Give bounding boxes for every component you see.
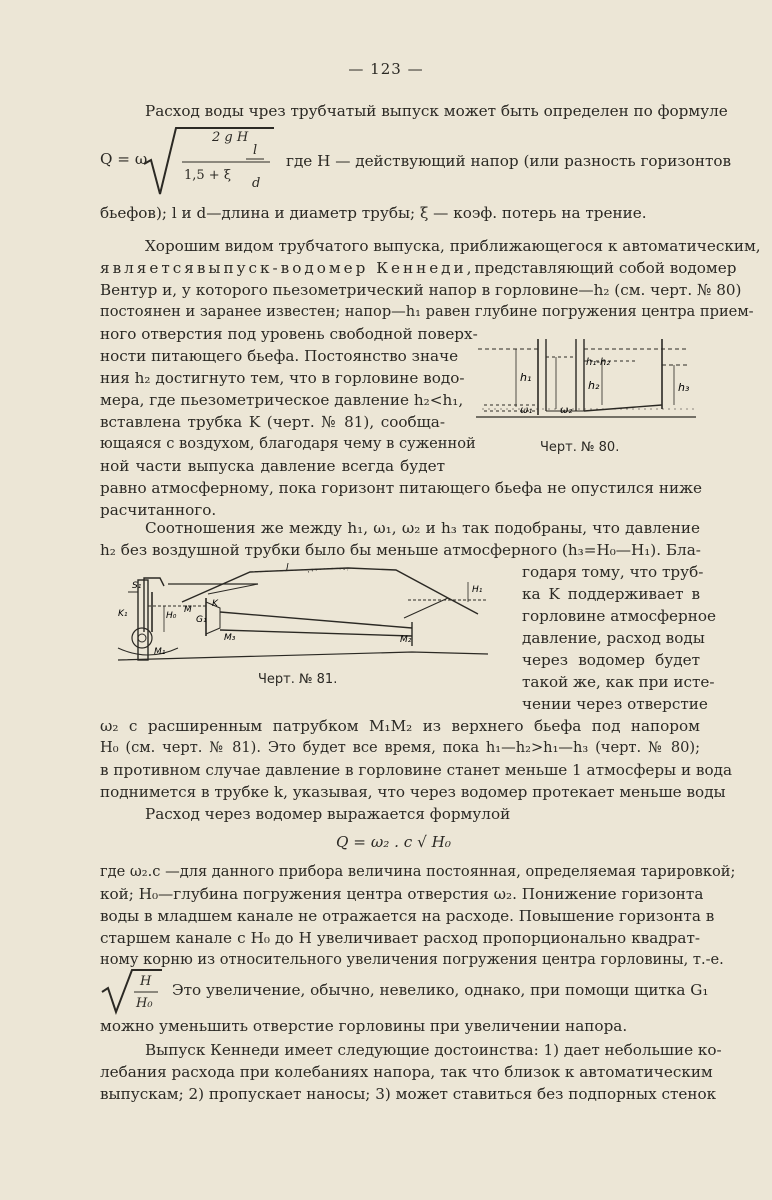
formula-explanation: где H — действующий напор (или разность горизонтов	[286, 152, 732, 170]
radical-sign	[100, 966, 164, 1016]
text-span: является	[100, 259, 197, 277]
fig80-h2-label: h₂	[588, 379, 600, 392]
paragraph-line: ной части выпуска давление всегда будет	[100, 457, 445, 475]
page-number: — 123 —	[348, 60, 424, 78]
paragraph-line: Выпуск Кеннеди имеет следующие достоинства: 1) дает небольшие ко-	[145, 1041, 722, 1059]
fig80-h1-label: h₁	[520, 371, 532, 384]
paragraph-line: через водомер будет	[522, 651, 700, 669]
figure-81-diagram	[108, 562, 488, 666]
paragraph-line: чении через отверстие	[522, 695, 708, 713]
formula-numerator: 2 g H	[212, 130, 249, 145]
paragraph-line: воды в младшем канале не отражается на расходе. Повышение горизонта в	[100, 907, 715, 925]
paragraph-line: ного отверстия под уровень свободной поверх-	[100, 325, 478, 343]
figure-80-diagram	[476, 325, 698, 435]
paragraph-line: Вентур и, у которого пьезометрический напор в горловине—h₂ (см. черт. № 80)	[100, 281, 742, 299]
flow-formula: Q = ω₂ . c √ H₀	[336, 833, 451, 851]
inner-fraction-bar	[246, 158, 266, 160]
term-kennedy: выпуск-водомер Кеннеди,	[196, 259, 475, 277]
paragraph-line: Расход через водомер выражается формулой	[145, 805, 511, 823]
paragraph-line: равно атмосферному, пока горизонт питающего бьефа не опустился ниже	[100, 479, 703, 497]
paragraph-line: H₀ (см. черт. № 81). Это будет все время, пока h₁—h₂>h₁—h₃ (черт. № 80);	[100, 739, 700, 756]
paragraph-line: где ω₂.c —для данного прибора величина постоянная, определяемая тарировкой;	[100, 863, 736, 880]
paragraph-line: бьефов); l и d—длина и диаметр трубы; ξ — коэф. потерь на трение.	[100, 204, 647, 222]
paragraph-line: расчитанного.	[100, 501, 217, 519]
paragraph-line: Хорошим видом трубчатого выпуска, приближающегося к автоматическим,	[145, 237, 761, 255]
text-span: представляющий собой водомер	[474, 259, 737, 277]
fig80-w1-label: ω₁	[520, 405, 533, 416]
ratio-denominator: H₀	[136, 996, 153, 1011]
paragraph-line: лебания расхода при колебаниях напора, так что близок к автоматическим	[100, 1063, 713, 1081]
paragraph-line: Это увеличение, обычно, невелико, однако, при помощи щитка G₁	[172, 981, 709, 999]
paragraph-line: старшем канале с H₀ до H увеличивает расход пропорционально квадрат-	[100, 929, 700, 947]
fig81-k-label: K	[212, 599, 218, 609]
formula-lhs: Q = ω	[100, 150, 148, 168]
figure-80-caption: Черт. № 80.	[540, 440, 620, 455]
fig81-m1-label: M₁	[154, 647, 166, 657]
fig81-s1-label: S₁	[132, 581, 142, 591]
fig81-k1-label: K₁	[118, 609, 128, 619]
paragraph-line: ω₂ с расширенным патрубком M₁M₂ из верхнего бьефа под напором	[100, 717, 700, 735]
paragraph-line: ности питающего бьефа. Постоянство значе	[100, 347, 459, 365]
paragraph-line: постоянен и заранее известен; напор—h₁ равен глубине погружения центра прием-	[100, 303, 754, 320]
fig81-h1-label: H₁	[472, 585, 483, 595]
paragraph-line: кой; H₀—глубина погружения центра отверстия ω₂. Понижение горизонта	[100, 885, 704, 903]
paragraph-line	[100, 258, 737, 278]
paragraph-line: ному корню из относительного увеличения погружения центра горловины, т.-е.	[100, 951, 724, 968]
fig81-l-label: l	[286, 563, 289, 573]
paragraph-line: можно уменьшить отверстие горловины при увеличении напора.	[100, 1017, 628, 1035]
paragraph-line: давление, расход воды	[522, 629, 705, 647]
paragraph-line: Соотношения же между h₁, ω₁, ω₂ и h₃ так подобраны, что давление	[145, 519, 700, 537]
paragraph-line: горловине атмосферное	[522, 607, 716, 625]
fig81-m2-label: M₂	[400, 635, 412, 645]
paragraph-line: вставлена трубка K (черт. № 81), сообща-	[100, 413, 445, 431]
paragraph-line: Расход воды чрез трубчатый выпуск может быть определен по формуле	[145, 102, 728, 120]
paragraph-line: поднимется в трубке k, указывая, что через водомер протекает меньше воды	[100, 783, 726, 801]
fig80-h3-label: h₃	[678, 381, 690, 394]
paragraph-line: ющаяся с воздухом, благодаря чему в суженной	[100, 435, 476, 452]
fig80-h12-label: h₁-h₂	[586, 357, 611, 368]
fig81-m-label: M	[184, 605, 192, 615]
paragraph-line: в противном случае давление в горловине станет меньше 1 атмосферы и вода	[100, 761, 733, 779]
fig80-w2-label: ω₂	[560, 405, 573, 416]
paragraph-line: годаря тому, что труб-	[522, 563, 704, 581]
ratio-numerator: H	[140, 974, 152, 989]
paragraph-line: такой же, как при исте-	[522, 673, 715, 691]
paragraph-line: ка K поддерживает в	[522, 585, 700, 603]
fig81-g1-label: G₁	[196, 615, 207, 625]
fig81-m3-label: M₃	[224, 633, 236, 643]
paragraph-line: h₂ без воздушной трубки было бы меньше атмосферного (h₃=H₀—H₁). Бла-	[100, 541, 701, 559]
formula-l: l	[253, 143, 258, 158]
fig81-h0-label: H₀	[166, 611, 177, 621]
paragraph-line: выпускам; 2) пропускает наносы; 3) может ставиться без подпорных стенок	[100, 1085, 717, 1103]
formula-d: d	[252, 176, 261, 191]
paragraph-line: ния h₂ достигнуто тем, что в горловине водо-	[100, 369, 465, 387]
formula-denominator: 1,5 + ξ	[184, 168, 231, 183]
paragraph-line: мера, где пьезометрическое давление h₂<h₁,	[100, 391, 464, 409]
figure-81-caption: Черт. № 81.	[258, 672, 338, 687]
